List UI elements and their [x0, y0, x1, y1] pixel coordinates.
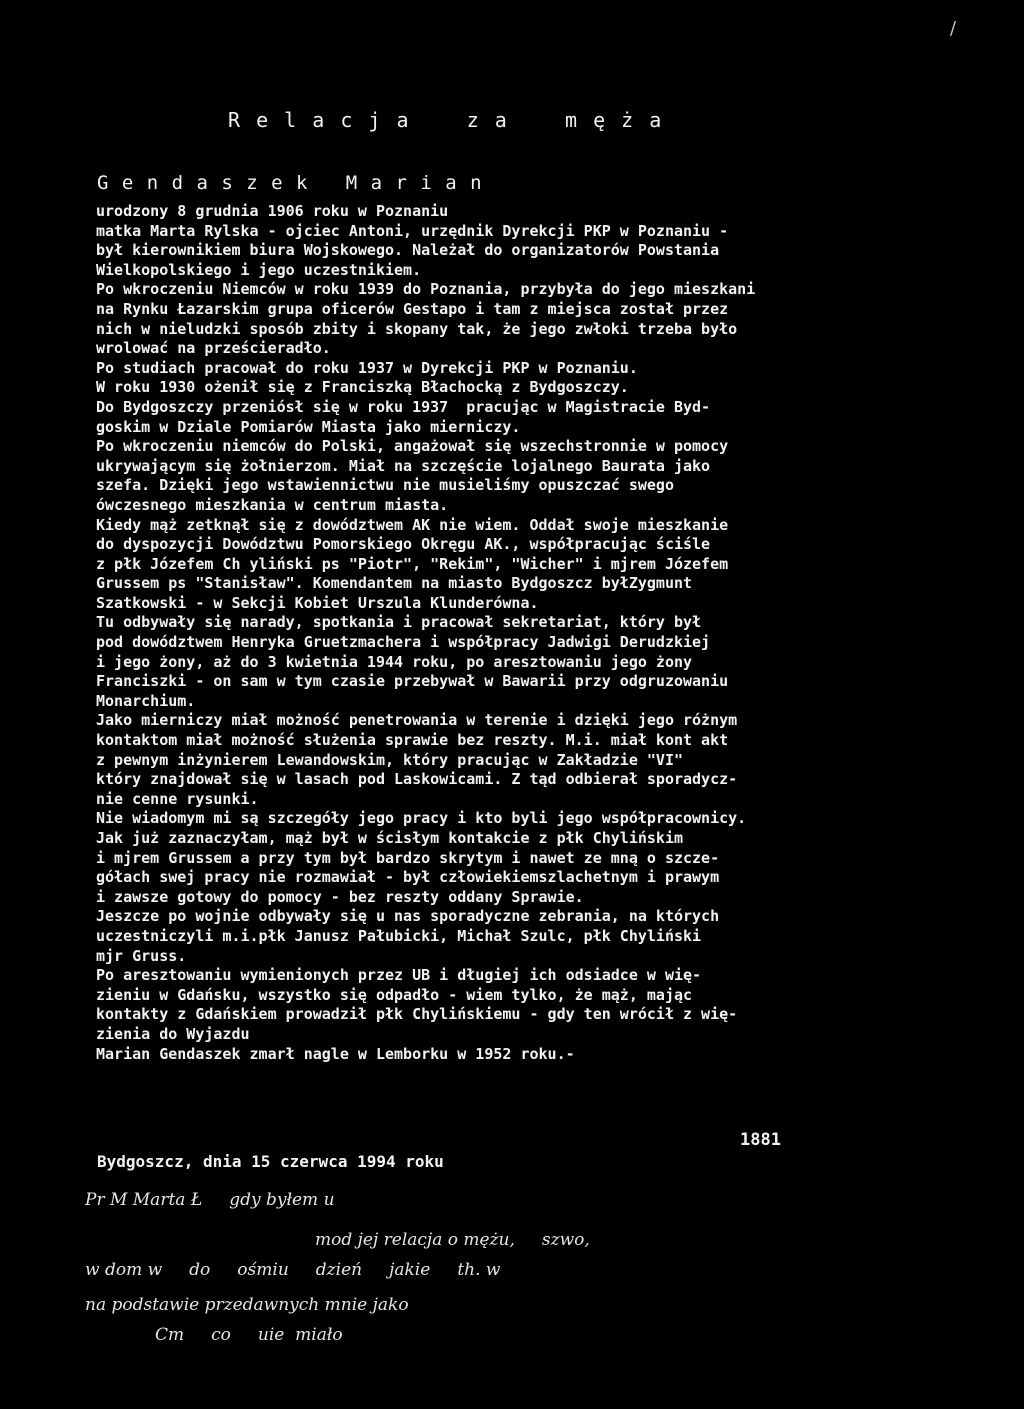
handwritten-line: na podstawie przedawnych mnie jako	[85, 1295, 409, 1315]
body-line: Monarchium.	[96, 691, 196, 710]
body-line: nie cenne rysunki.	[96, 789, 259, 808]
body-line: Do Bydgoszczy przeniósł się w roku 1937 pracując w Magistracie Byd-	[96, 397, 711, 416]
body-line: szefa. Dzięki jego wstawiennictwu nie musieliśmy opuszczać swego	[96, 476, 674, 495]
body-line: z płk Józefem Ch yliński ps "Piotr", "Rekim", "Wicher" i mjrem Józefem	[96, 554, 729, 573]
body-line: kontaktom miał możność służenia sprawie bez reszty. M.i. miał kont akt	[96, 731, 729, 750]
body-line: Wielkopolskiego i jego uczestnikiem.	[96, 260, 422, 279]
body-line: wrolować na prześcieradło.	[96, 339, 331, 358]
handwritten-line: mod jej relacja o mężu, szwo,	[315, 1230, 590, 1250]
body-line: urodzony 8 grudnia 1906 roku w Poznaniu	[96, 202, 449, 220]
body-line: Tu odbywały się narady, spotkania i pracował sekretariat, który był	[96, 613, 702, 632]
body-line: Marian Gendaszek zmarł nagle w Lemborku w 1952 roku.-	[96, 1044, 575, 1063]
body-line: Po wkroczeniu Niemców w roku 1939 do Poznania, przybyła do jego mieszkani	[96, 280, 756, 299]
body-line: zieniu w Gdańsku, wszystko się odpadło - wiem tylko, że mąż, mając	[96, 985, 693, 1004]
body-line: matka Marta Rylska - ojciec Antoni, urzędnik Dyrekcji PKP w Poznaniu -	[96, 221, 729, 240]
handwritten-line: Pr M Marta Ł gdy byłem u	[85, 1190, 335, 1210]
body-line: ukrywającym się żołnierzom. Miał na szczęście lojalnego Baurata jako	[96, 456, 711, 475]
body-line: był kierownikiem biura Wojskowego. Należał do organizatorów Powstania	[96, 241, 720, 260]
body-line: mjr Gruss.	[96, 946, 187, 965]
body-line: na Rynku Łazarskim grupa oficerów Gestapo i tam z miejsca został przez	[96, 299, 729, 318]
body-line: z pewnym inżynierem Lewandowskim, który pracując w Zakładzie "VI"	[96, 750, 683, 769]
body-line: do dyspozycji Dowództwu Pomorskiego Okręgu AK., współpracując ściśle	[96, 535, 711, 554]
body-line: gółach swej pracy nie rozmawiał - był człowiekiemszlachetnym i prawym	[96, 868, 720, 887]
body-line: który znajdował się w lasach pod Laskowicami. Z tąd odbierał sporadycz-	[96, 770, 738, 789]
corner-mark: /	[950, 18, 957, 39]
body-line: pod dowództwem Henryka Gruetzmachera i współpracy Jadwigi Derudzkiej	[96, 633, 711, 652]
date-line: Bydgoszcz, dnia 15 czerwca 1994 roku	[97, 1152, 444, 1171]
body-line: Jeszcze po wojnie odbywały się u nas sporadyczne zebrania, na których	[96, 907, 720, 926]
typed-body	[96, 202, 976, 1064]
body-line: Po studiach pracował do roku 1937 w Dyrekcji PKP w Poznaniu.	[96, 358, 638, 377]
body-line: Szatkowski - w Sekcji Kobiet Urszula Klunderówna.	[96, 593, 539, 612]
archive-number: 1881	[740, 1130, 781, 1150]
body-line: kontakty z Gdańskiem prowadził płk Chylińskiemu - gdy ten wrócił z wię-	[96, 1005, 738, 1024]
handwritten-line: Cm co uie miało	[155, 1325, 343, 1345]
body-line: Franciszki - on sam w tym czasie przebywał w Bawarii przy odgruzowaniu	[96, 672, 729, 691]
body-line: i zawsze gotowy do pomocy - bez reszty oddany Sprawie.	[96, 887, 584, 906]
body-line: Nie wiadomym mi są szczegóły jego pracy i kto byli jego współpracownicy.	[96, 809, 747, 828]
document-title: R e l a c j a z a m ę ż a	[228, 108, 664, 132]
body-line: uczestniczyli m.i.płk Janusz Pałubicki, Michał Szulc, płk Chyliński	[96, 926, 702, 945]
body-line: Grussem ps "Stanisław". Komendantem na miasto Bydgoszcz byłZygmunt	[96, 574, 693, 593]
body-line: Po wkroczeniu niemców do Polski, angażował się wszechstronnie w pomocy	[96, 437, 729, 456]
body-line: W roku 1930 ożenił się z Franciszką Błachocką z Bydgoszczy.	[96, 378, 629, 397]
body-line: Kiedy mąż zetknął się z dowództwem AK nie wiem. Oddał swoje mieszkanie	[96, 515, 729, 534]
handwritten-line: w dom w do ośmiu dzień jakie th. w	[85, 1260, 501, 1280]
body-line: Po aresztowaniu wymienionych przez UB i długiej ich odsiadce w wię-	[96, 966, 702, 985]
body-line: i jego żony, aż do 3 kwietnia 1944 roku, po aresztowaniu jego żony	[96, 652, 693, 671]
body-line: zienia do Wyjazdu	[96, 1024, 250, 1043]
handwritten-note	[85, 1190, 995, 1360]
body-line: ówczesnego mieszkania w centrum miasta.	[96, 495, 449, 514]
body-line: goskim w Dziale Pomiarów Miasta jako mierniczy.	[96, 417, 521, 436]
person-name-heading: G e n d a s z e k M a r i a n	[97, 172, 483, 194]
body-line: nich w nieludzki sposób zbity i skopany tak, że jego zwłoki trzeba było	[96, 319, 738, 338]
body-line: i mjrem Grussem a przy tym był bardzo skrytym i nawet ze mną o szcze-	[96, 848, 720, 867]
body-line: Jako mierniczy miał możność penetrowania w terenie i dzięki jego różnym	[96, 711, 738, 730]
body-line: Jak już zaznaczyłam, mąż był w ścisłym kontakcie z płk Chylińskim	[96, 829, 683, 847]
